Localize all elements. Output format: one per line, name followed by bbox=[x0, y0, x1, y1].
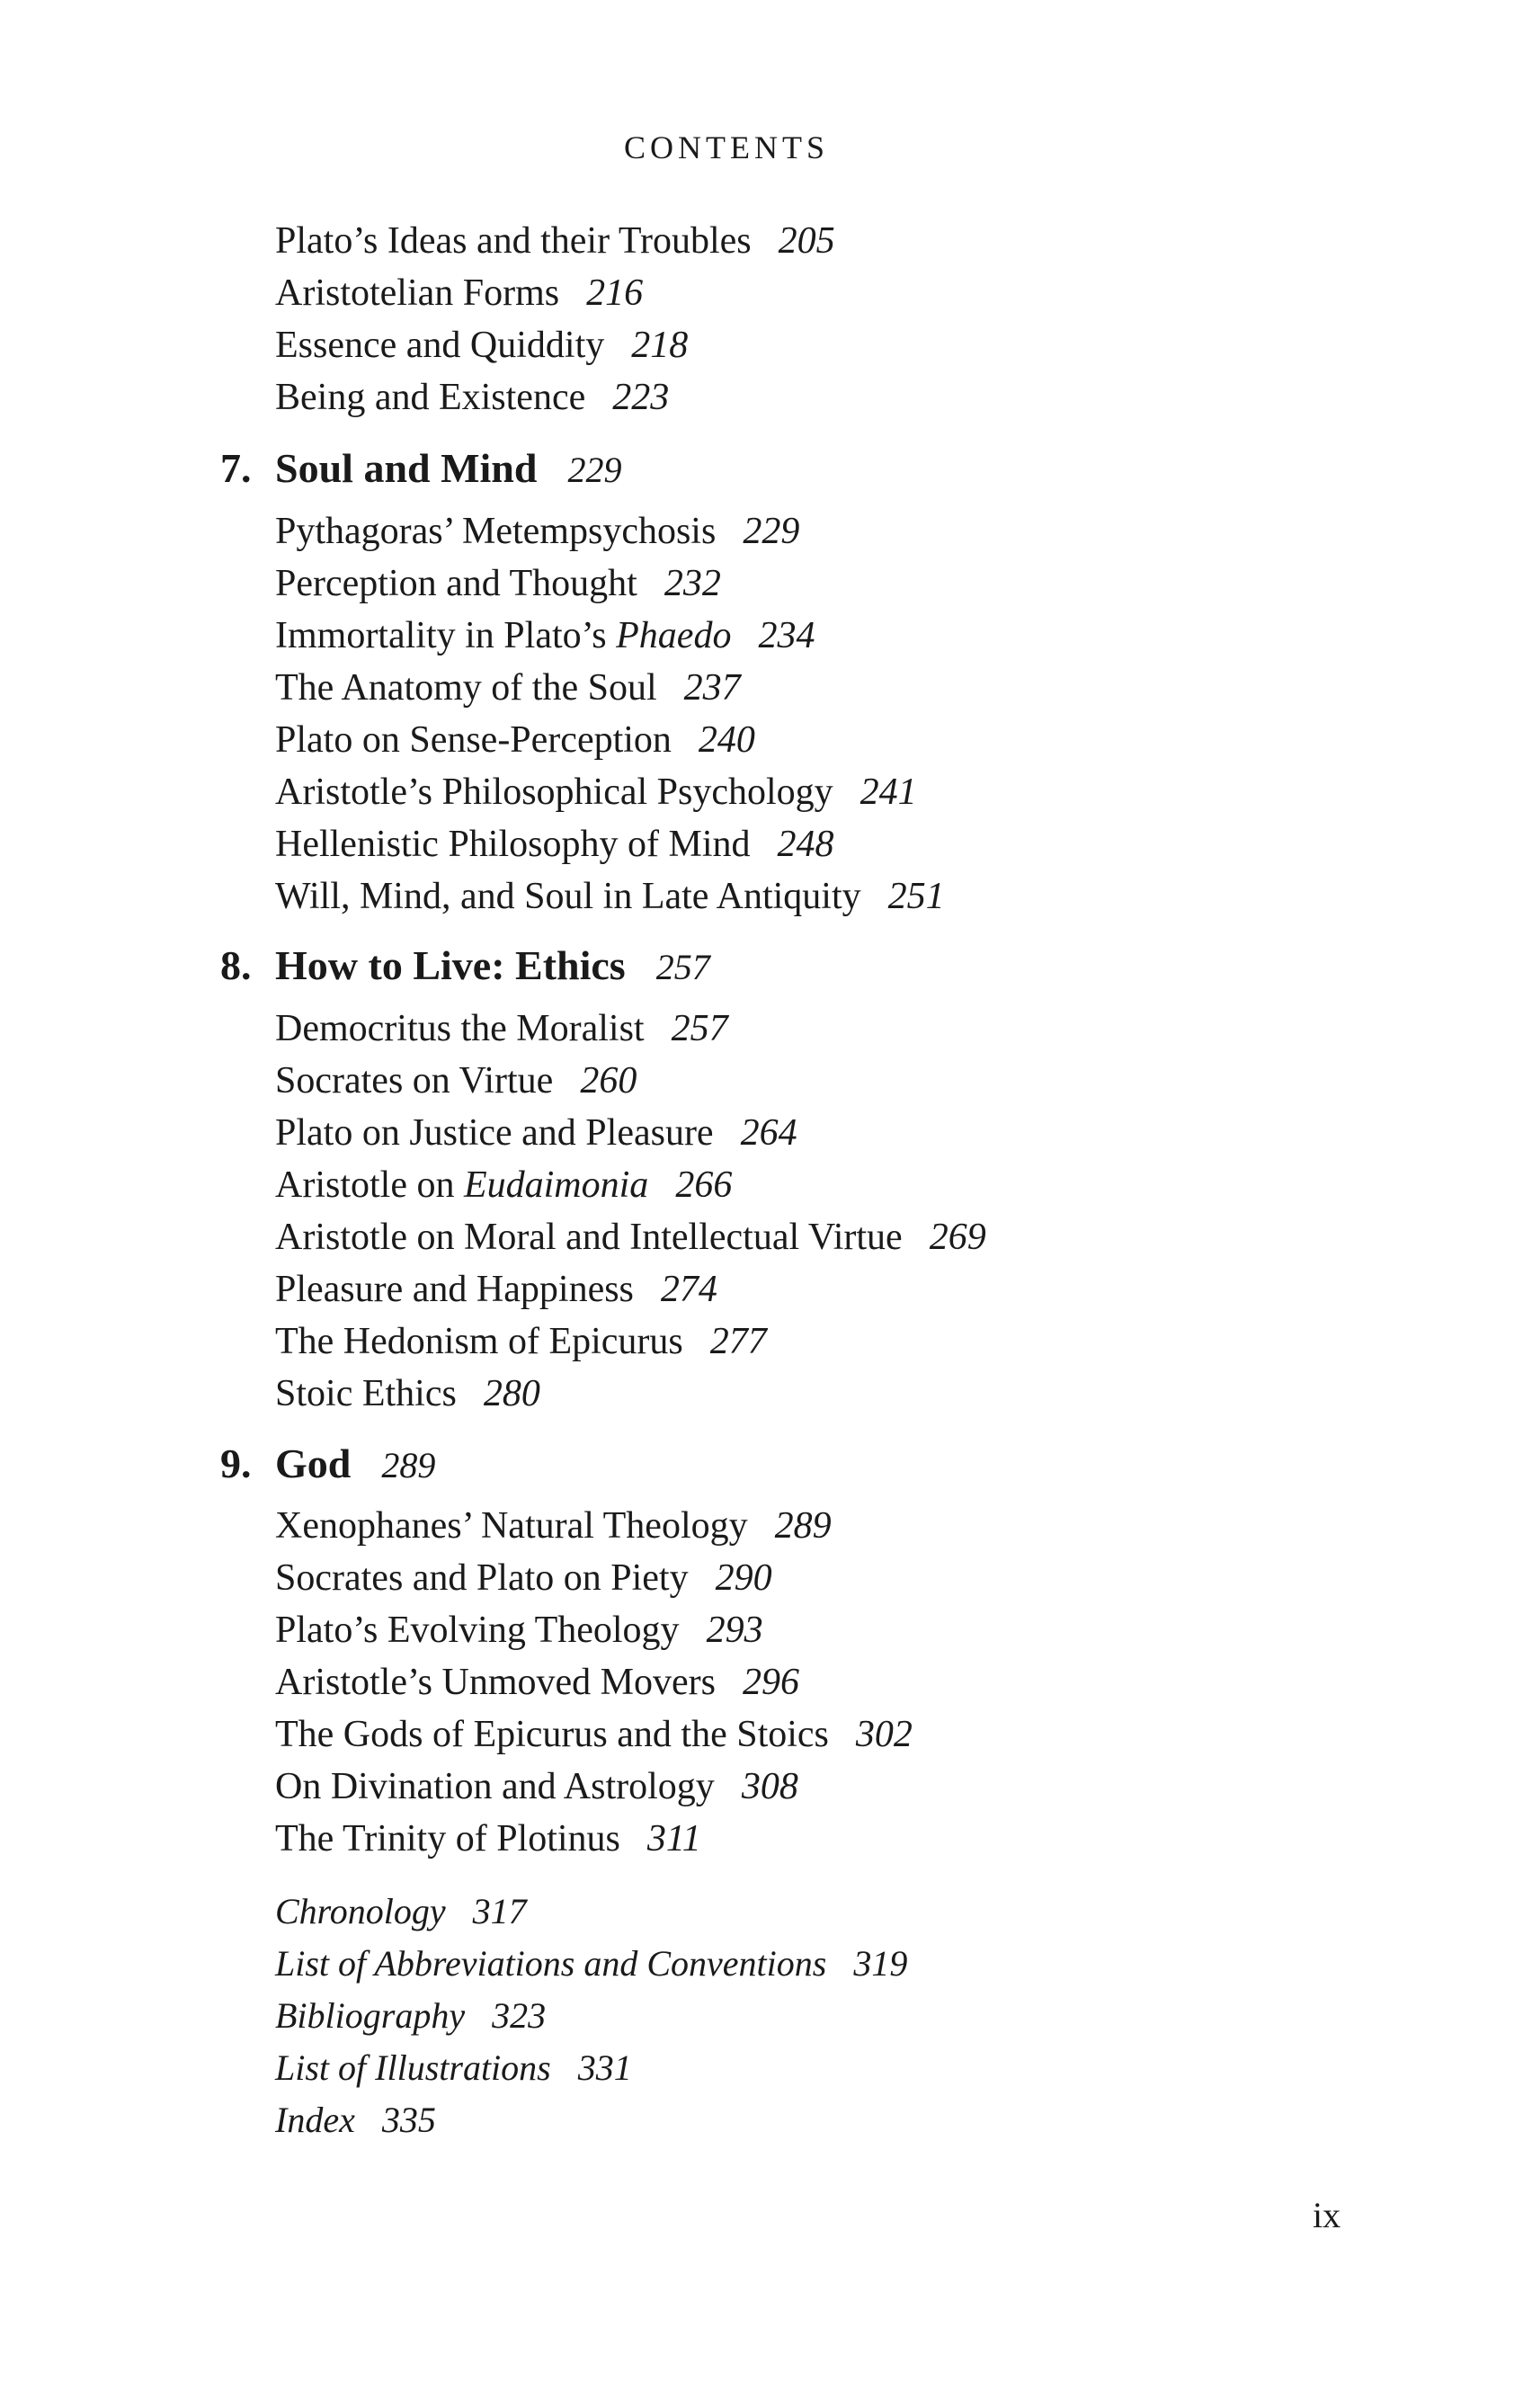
chapter-heading-8[interactable] bbox=[220, 937, 710, 996]
toc-entry-page: 293 bbox=[706, 1610, 763, 1651]
back-matter-page: 323 bbox=[492, 1995, 547, 2036]
back-matter-title: Index bbox=[275, 2100, 355, 2140]
chapter-page: 229 bbox=[567, 450, 622, 490]
back-matter-entry[interactable] bbox=[275, 1886, 527, 1938]
toc-entry-title: Will, Mind, and Soul in Late Antiquity bbox=[275, 876, 861, 917]
chapter-number: 7. bbox=[220, 445, 252, 491]
toc-entry-page: 274 bbox=[660, 1269, 717, 1310]
toc-entry[interactable] bbox=[275, 1315, 767, 1368]
toc-entry[interactable] bbox=[275, 1708, 913, 1761]
toc-entry-title: Plato on Sense-Perception bbox=[275, 719, 672, 761]
toc-entry-title: The Trinity of Plotinus bbox=[275, 1818, 620, 1860]
toc-entry-page: 248 bbox=[777, 824, 834, 865]
toc-entry[interactable] bbox=[275, 1761, 798, 1813]
toc-entry-page: 290 bbox=[715, 1557, 772, 1599]
toc-entry-title: Socrates on Virtue bbox=[275, 1060, 554, 1101]
toc-entry-title: The Gods of Epicurus and the Stoics bbox=[275, 1714, 829, 1755]
chapter-page: 257 bbox=[655, 947, 710, 987]
toc-entry[interactable] bbox=[275, 505, 799, 557]
back-matter-title: List of Abbreviations and Conventions bbox=[275, 1943, 827, 1984]
toc-entry-title-italic: Eudaimonia bbox=[463, 1164, 649, 1206]
toc-entry-page: 302 bbox=[855, 1714, 913, 1755]
toc-entry-title: Aristotle on Moral and Intellectual Virtue bbox=[275, 1217, 903, 1258]
toc-entry-page: 266 bbox=[675, 1164, 733, 1206]
back-matter-page: 331 bbox=[577, 2047, 632, 2088]
toc-entry-page: 257 bbox=[671, 1008, 728, 1049]
toc-entry[interactable] bbox=[275, 1003, 728, 1055]
toc-entry-page: 240 bbox=[698, 719, 755, 761]
toc-entry-title: Xenophanes’ Natural Theology bbox=[275, 1505, 748, 1547]
toc-entry-page: 308 bbox=[741, 1766, 798, 1807]
toc-entry[interactable] bbox=[275, 1500, 832, 1552]
toc-entry-page: 232 bbox=[664, 563, 721, 604]
toc-entry[interactable] bbox=[275, 1813, 701, 1865]
back-matter-page: 335 bbox=[381, 2100, 436, 2140]
toc-entry[interactable] bbox=[275, 215, 835, 267]
toc-entry-page: 218 bbox=[631, 325, 689, 366]
toc-entry-page: 205 bbox=[778, 220, 835, 262]
toc-entry-page: 296 bbox=[742, 1662, 799, 1703]
toc-entry-page: 234 bbox=[758, 615, 815, 656]
chapter-number: 9. bbox=[220, 1440, 252, 1486]
toc-entry-page: 241 bbox=[860, 771, 917, 813]
toc-entry[interactable] bbox=[275, 1368, 540, 1420]
toc-entry-page: 251 bbox=[887, 876, 945, 917]
toc-entry-title: Aristotle’s Unmoved Movers bbox=[275, 1662, 716, 1703]
running-header: CONTENTS bbox=[624, 129, 829, 165]
back-matter-page: 317 bbox=[472, 1891, 527, 1931]
toc-entry[interactable] bbox=[275, 1552, 772, 1604]
toc-entry-page: 223 bbox=[612, 377, 670, 418]
toc-entry-page: 311 bbox=[646, 1818, 701, 1860]
toc-entry-title: Plato on Justice and Pleasure bbox=[275, 1112, 714, 1154]
toc-entry-title: The Anatomy of the Soul bbox=[275, 667, 657, 709]
toc-entry[interactable] bbox=[275, 1159, 732, 1211]
toc-entry-page: 260 bbox=[580, 1060, 637, 1101]
toc-entry-title: Stoic Ethics bbox=[275, 1373, 457, 1414]
toc-entry[interactable] bbox=[275, 267, 643, 319]
toc-entry-title-prefix: Aristotle on bbox=[275, 1164, 464, 1206]
back-matter-page: 319 bbox=[853, 1943, 908, 1984]
toc-entry-page: 280 bbox=[483, 1373, 540, 1414]
toc-entry[interactable] bbox=[275, 557, 721, 610]
toc-entry-title: Plato’s Ideas and their Troubles bbox=[275, 220, 752, 262]
toc-entry-page: 264 bbox=[740, 1112, 797, 1154]
toc-entry[interactable] bbox=[275, 1107, 797, 1159]
toc-entry-page: 277 bbox=[709, 1321, 767, 1362]
chapter-number: 8. bbox=[220, 942, 252, 988]
toc-entry-title: Perception and Thought bbox=[275, 563, 637, 604]
toc-entry-title: Plato’s Evolving Theology bbox=[275, 1610, 680, 1651]
toc-entry-page: 269 bbox=[929, 1217, 986, 1258]
toc-entry[interactable] bbox=[275, 662, 741, 714]
back-matter-title: Bibliography bbox=[275, 1995, 466, 2036]
toc-entry-title: Socrates and Plato on Piety bbox=[275, 1557, 689, 1599]
chapter-title: God bbox=[275, 1440, 352, 1486]
toc-entry-page: 289 bbox=[774, 1505, 832, 1547]
back-matter-entry[interactable] bbox=[275, 2094, 436, 2146]
toc-entry-title: On Divination and Astrology bbox=[275, 1766, 715, 1807]
toc-entry-page: 237 bbox=[683, 667, 741, 709]
toc-entry-title: Being and Existence bbox=[275, 377, 586, 418]
toc-entry[interactable] bbox=[275, 1055, 637, 1107]
toc-entry-title: Democritus the Moralist bbox=[275, 1008, 645, 1049]
chapter-title: Soul and Mind bbox=[275, 445, 538, 491]
chapter-heading-9[interactable] bbox=[220, 1435, 435, 1494]
toc-entry-title: Pleasure and Happiness bbox=[275, 1269, 634, 1310]
toc-entry-title: Aristotle’s Philosophical Psychology bbox=[275, 771, 833, 813]
toc-entry[interactable] bbox=[275, 870, 945, 923]
toc-entry-title-prefix: Immortality in Plato’s bbox=[275, 615, 617, 656]
toc-entry[interactable] bbox=[275, 371, 669, 424]
toc-entry[interactable] bbox=[275, 319, 688, 371]
toc-entry-title: Hellenistic Philosophy of Mind bbox=[275, 824, 751, 865]
toc-entry-title: The Hedonism of Epicurus bbox=[275, 1321, 683, 1362]
back-matter-entry[interactable] bbox=[275, 1990, 546, 2042]
toc-entry-title: Essence and Quiddity bbox=[275, 325, 605, 366]
back-matter-entry[interactable] bbox=[275, 2042, 632, 2094]
back-matter-title: Chronology bbox=[275, 1891, 446, 1931]
toc-entry[interactable] bbox=[275, 1211, 986, 1263]
toc-entry-page: 229 bbox=[743, 511, 800, 552]
toc-entry[interactable] bbox=[275, 1656, 799, 1708]
toc-entry-title-italic: Phaedo bbox=[616, 615, 732, 656]
toc-entry[interactable] bbox=[275, 1263, 717, 1315]
toc-entry-title: Aristotelian Forms bbox=[275, 272, 560, 314]
toc-entry[interactable] bbox=[275, 818, 834, 870]
page-number: ix bbox=[1313, 2195, 1341, 2235]
toc-entry[interactable] bbox=[275, 714, 755, 766]
toc-entry-page: 216 bbox=[586, 272, 644, 314]
chapter-title: How to Live: Ethics bbox=[275, 942, 626, 988]
toc-entry-title: Pythagoras’ Metempsychosis bbox=[275, 511, 717, 552]
toc-entry[interactable] bbox=[275, 766, 917, 818]
back-matter-entry[interactable] bbox=[275, 1938, 907, 1990]
back-matter-title: List of Illustrations bbox=[275, 2047, 551, 2088]
toc-entry[interactable] bbox=[275, 610, 815, 662]
chapter-heading-7[interactable] bbox=[220, 440, 621, 499]
chapter-page: 289 bbox=[381, 1445, 436, 1485]
toc-entry[interactable] bbox=[275, 1604, 763, 1656]
